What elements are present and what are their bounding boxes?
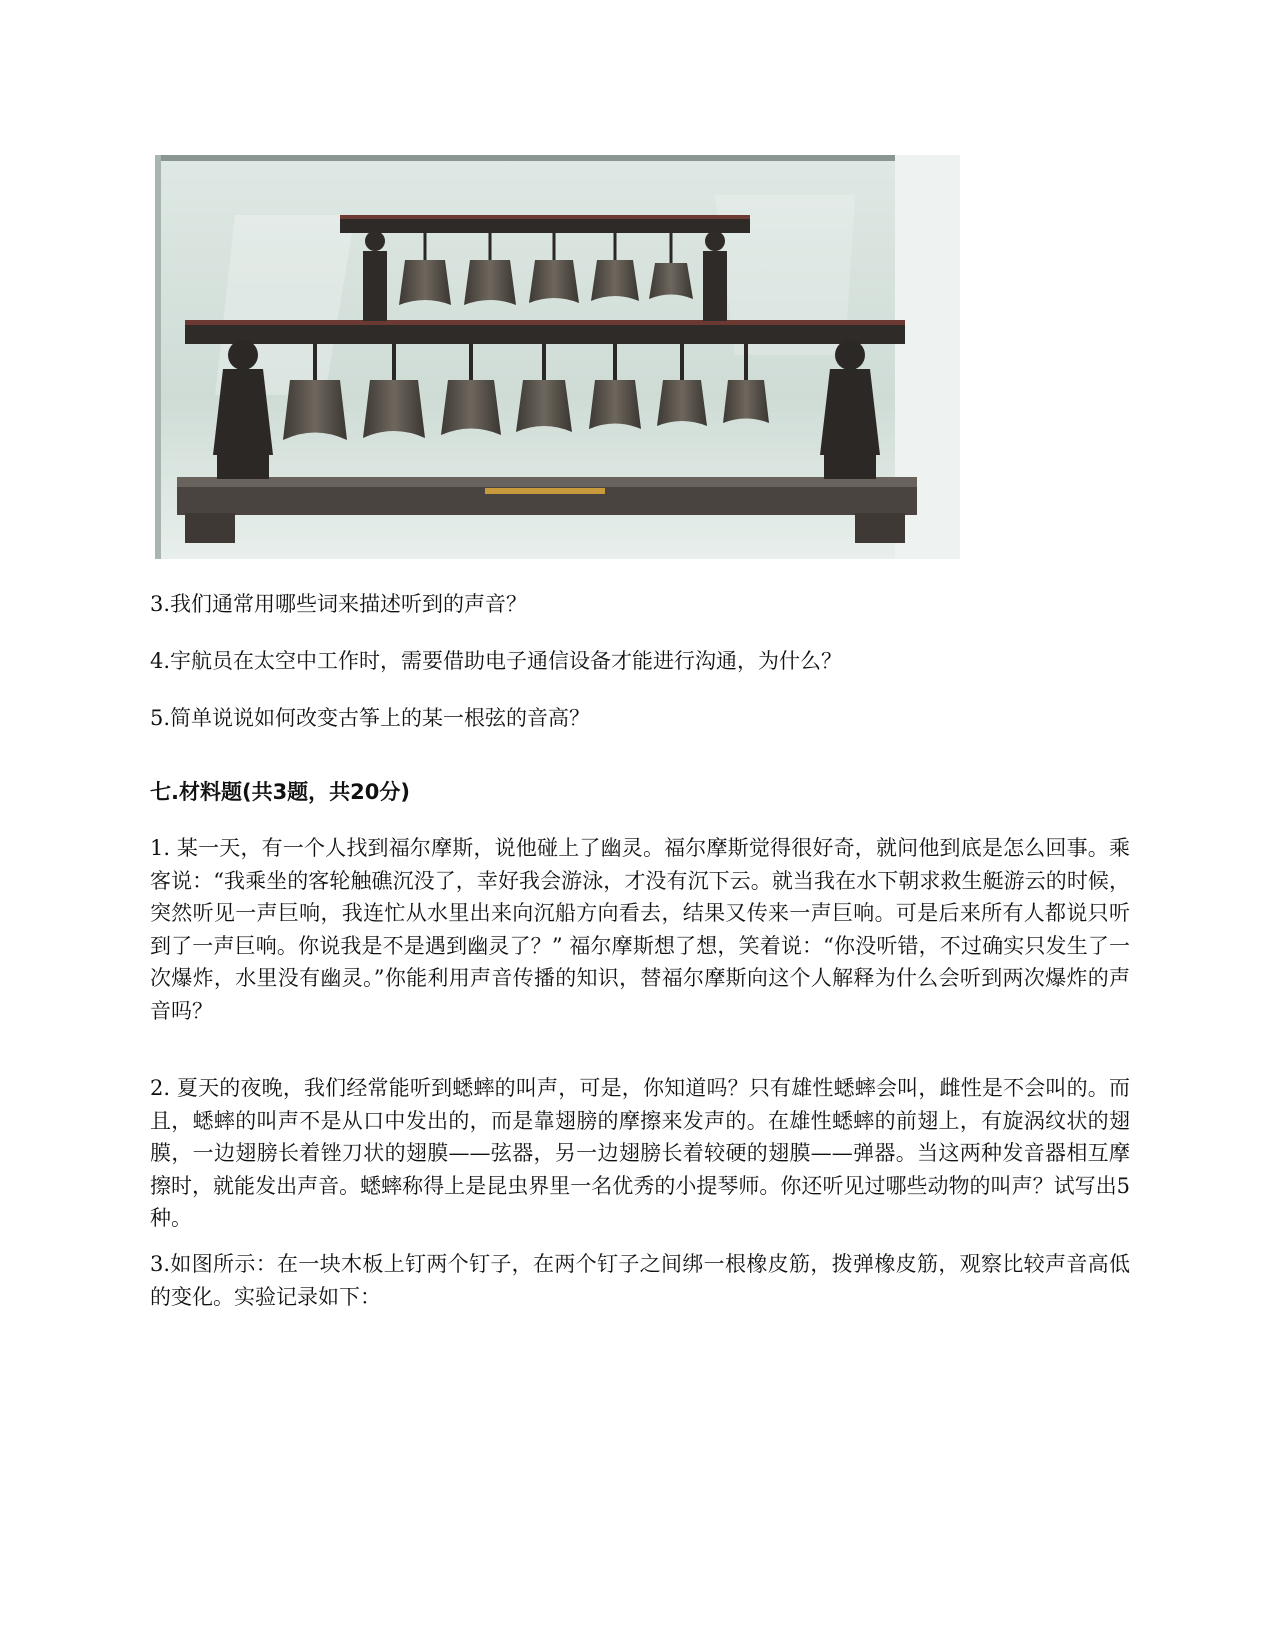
question-4: 4.宇航员在太空中工作时，需要借助电子通信设备才能进行沟通，为什么？ [150,649,843,673]
material-3: 3.如图所示：在一块木板上钉两个钉子，在两个钉子之间绑一根橡皮筋，拨弹橡皮筋，观察比较声音高低的变化。实验记录如下： [150,1252,1130,1309]
material-2: 2. 夏天的夜晚，我们经常能听到蟋蟀的叫声，可是，你知道吗？只有雄性蟋蟀会叫，雌性是不会叫的。而且，蟋蟀的叫声不是从口中发出的，而是靠翅膀的摩擦来发声的。在雄性蟋蟀的前翅上，有旋涡纹状的翅膜，一边翅膀长着锉刀状的翅膜——弦器，另一边翅膀长着较硬的翅膜——弹器。当这两种发音器相互摩擦时，就能发出声音。蟋蟀称得上是昆虫界里一名优秀的小提琴师。你还听见过哪些动物的叫声？试写出5种。 [150,1076,1130,1230]
section-title: 七.材料题(共3题，共20分) [150,780,411,804]
material-1: 1. 某一天，有一个人找到福尔摩斯，说他碰上了幽灵。福尔摩斯觉得很好奇，就问他到底是怎么回事。乘客说：“我乘坐的客轮触礁沉没了，幸好我会游泳，才没有沉下云。就当我在水下朝求救生艇游云的时候，突然听见一声巨响，我连忙从水里出来向沉船方向看去，结果又传来一声巨响。可是后来所有人都说只听到了一声巨响。你说我是不是遇到幽灵了？” 福尔摩斯想了想，笑着说：“你没听错，不过确实只发生了一次爆炸，水里没有幽灵。”你能利用声音传播的知识，替福尔摩斯向这个人解释为什么会听到两次爆炸的声音吗？ [150,836,1130,1023]
question-3: 3.我们通常用哪些词来描述听到的声音？ [150,592,528,616]
bianzhong-bells-photo [155,155,960,559]
question-5: 5.简单说说如何改变古筝上的某一根弦的音高？ [150,706,591,730]
